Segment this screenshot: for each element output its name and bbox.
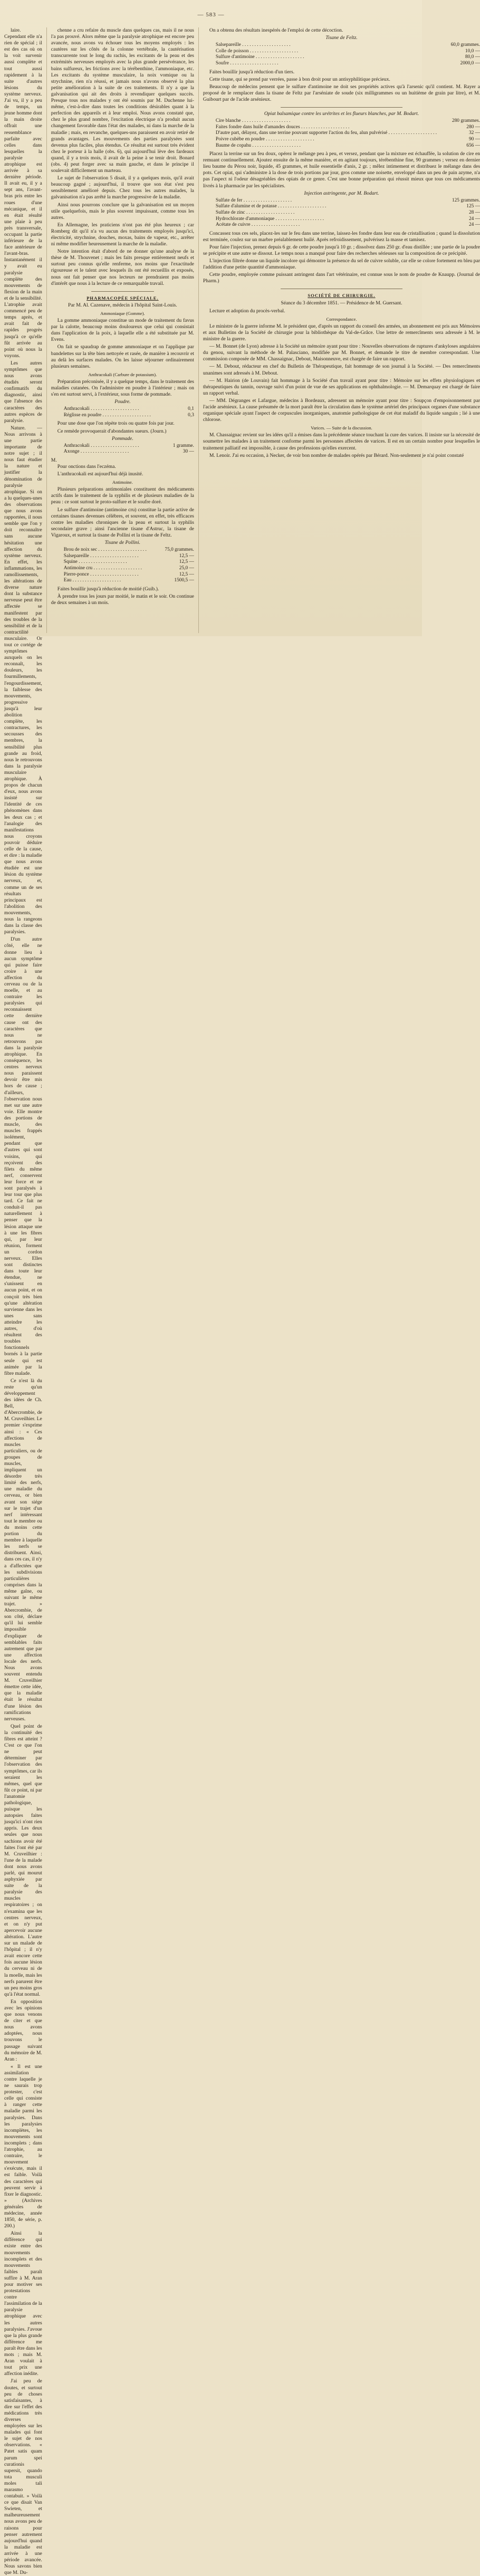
recipe-row [64, 443, 194, 449]
ingredient-name: Pierre-ponce . . . [64, 572, 151, 578]
paragraph: chenne a cru refaire du muscle dans quelques cas, mais il ne nous l'a pas prouvé. Alors même que la paralysie atrophique est encore peu avancée, nous avons vu échouer tous les moyens employés : les cautères sur les côtés de la colonne vertébrale, la cautérisation transcurrente tout le long du rachis, les excitants de la peau et des extrémités nerveuses employés avec la plus grande persévérance, les bains sulfureux, les frictions avec la térébenthine, l'ammoniaque, etc. Les excitants du système musculaire, la noix vomique ou la strychnine, rien n'a réussi, et jamais nous n'avons observé la plus petite amélioration à la suite de ces traitements. Il n'y a que la galvanisation qui ait des droits à revendiquer quelques succès. Presque tous nos malades y ont été soumis par M. Duchenne lui-même, c'est-à-dire dans toutes les conditions désirables quant à la perfection des appareils et à leur emploi. Nous avons constaté que, chez le plus grand nombre, l'excitation électrique n'a produit aucun changement favorable dans l'état des malades, ni dans la marche de la maladie ; mais, en revanche, quelques-uns paraissent en avoir retiré de grands avantages. Les mouvements des parties paralysées sont devenus plus faciles, plus étendus. Ce résultat est surtout très évident chez le porteur à la halle (obs. 6), qui aujourd'hui lève des fardeaux quand, il y a trois mois, il avait de la peine à se tenir droit. Bonard (obs. 4) peut forger avec sa main gauche, et dans le principe il soulevait difficilement un marteau. [51, 27, 194, 174]
recipe-row [216, 137, 480, 143]
ingredient-name: Soufre . . . [216, 61, 437, 67]
ingredient-qty: 0,3 [188, 412, 194, 418]
paragraph: Ainsi nous pourrons conclure que la galvanisation est un moyen utile quelquefois, mais le plus souvent impuissant, comme tous les autres. [51, 202, 194, 221]
ingredient-qty: 2000,0 — [460, 60, 480, 66]
ingredient-name: Sulfate de fer . . . [216, 198, 437, 204]
ingredient-name: Acétate de cuivre . . . [216, 222, 437, 228]
paragraph: J'ai peu de doutes, et surtout peu de choses satisfaisantes, à dire sur l'effet des médications très diverses employées sur les malades qui font le sujet de nos observations. « Patet satis quam parum spei curationis supersit, quando tota musculi moles tali marasmo contabuit. » Voilà ce que disait Van Swieten, et malheureusement nous avons peu de raisons pour penser autrement aujourd'hui quand la maladie est arrivée à une période avancée. Nous savons bien que M. Du- [4, 2378, 42, 2576]
ingredient-qty: 0,1 [188, 406, 194, 412]
ingredient-qty: 280 grammes. [452, 118, 480, 124]
paragraph: La gomme ammoniaque constitue un mode de traitement du favus par la calotte, beaucoup moins douloureux que celui qui consistait dans l'application de la poix, à laquelle elle a été substituée par M. Evens. [51, 318, 194, 343]
ingredient-name: Sulfate d'alumine et de potasse . . . [216, 204, 437, 210]
paragraph: Cette poudre, employée comme puissant astringent dans l'art vétérinaire, est connue sous le nom de poudre de Knaupp. (Journal de Pharm.) [203, 272, 480, 284]
paragraph: Nature. — Nous arrivons à une partie importante de notre sujet ; il nous faut étudier la nature et justifier la dénomination de paralysie atrophique. Si on a lu quelques-unes des observations que nous avons rapportées, il nous semble que l'on y doit reconnaître sans aucune hésitation une affection du système nerveux. En effet, les inflammations, les ramollissements, les altérations de diverse nature dont la substance nerveuse peut être affectée se manifestent par des troubles de la sensibilité et de la contractilité musculaire. Or tout ce cortége de symptômes auxquels on les reconnaît, les douleurs, les fourmillements, l'engourdissement, la faiblesse des mouvements, progressive jusqu'à leur abolition complète, les contractures, les secousses des membres, la sensibilité plus grande au froid, nous le retrouvons dans la paralysie musculaire atrophique. À propos de chacun d'eux, nous avons insisté sur l'identité de ces phénomènes dans les deux cas ; et l'analogie des manifestations nous croyons pouvoir déduire celle de la cause, et dire : la maladie que nous avons étudiée est une lésion du système nerveux, et, comme un de ses résultats principaux est l'abolition des mouvements, nous la rangeons dans la classe des paralysies. [4, 425, 42, 935]
ingredient-qty: 656 — [466, 142, 480, 148]
ingredient-qty: 24 — [468, 222, 480, 228]
subheading-antimoine: Antimoine. [112, 480, 133, 485]
paragraph: — M. Hairion (de Louvain) fait hommage à la Société d'un travail ayant pour titre : Mémoire sur les effets physiologiques et thérapeutiques du tannin, ouvrage suivi d'un point de vue de ses applications en ophthalmologie. — M. Demarquay est chargé de faire un rapport verbal. [203, 377, 480, 396]
ingredient-qty: 10,0 — [465, 48, 480, 54]
columns [4, 27, 480, 2576]
recipe-row [216, 198, 480, 204]
ingredient-name: Sulfate de zinc . . . [216, 210, 437, 216]
recipe-row [216, 42, 480, 49]
paragraph: — M. Debout, rédacteur en chef du Bulletin de Thérapeutique, fait hommage de son journal à la Société. — Des remercîments unanimes sont adressés à M. Debout. [203, 363, 480, 376]
right-column [198, 27, 480, 633]
paragraph: Notre intention était d'abord de ne donner qu'une analyse de la thèse de M. Thouvenet ; mais les faits presque entièrement neufs et surtout peu connus qu'elle renferme, nos moins que l'exactitude rigoureuse et le talent avec lesquels ils ont été recueillis et exposés, nous ont fait penser que nos lecteurs ne prendraient pas moins d'intérêt que nous à la lecture de ce remarquable travail. [51, 248, 194, 286]
recipe-row [216, 204, 480, 210]
paragraph: Pour onctions dans l'eczéma. [57, 464, 116, 470]
paragraph: Pour faire l'injection, prenez depuis 6 gr. de cette poudre jusqu'à 10 gr. ; dissolvez dans 250 gr. d'eau distillée ; une partie de la poudre se précipite et une autre se dissout. Le temps nous a manqué pour faire des recherches sérieuses sur la composition de ce précipité. [203, 244, 480, 256]
ingredient-name: Hydrochlorate d'ammoniaque . . . [216, 216, 437, 223]
paragraph: Cette tisane, qui se prend par verrées, passe à bon droit pour un antisyphilitique précieux. [209, 76, 390, 82]
paragraph: Ce n'est là du reste qu'un développement des idées de Ch. Bell, d'Abercrombie, de M. Cruveilhier. Le premier s'exprime ainsi : « Ces affections de muscles particuliers, ou de groupes de muscles, impliquent un désordre très limité des nerfs, une maladie du cerveau, or bien avant son siége sur le trajet d'un nerf intéressant tout le membre ou du moins cette portion du membre à laquelle les nerfs se distribuent. Ainsi, dans ces cas, il n'y a d'affectées que les subdivisions particulières comprises dans la même gaîne, ou suivant le même trajet. » Abercrombie, de son côté, déclare qu'il lui semble impossible d'expliquer de semblables faits autrement que par une affection locale des nerfs. Nous avons souvent entendu M. Cruveilhier émettre cette idée, que la maladie était le résultat d'une lésion des ramifications nerveuses. [4, 1377, 42, 1722]
ingredient-name: Réglisse en poudre . . . [64, 413, 151, 419]
recipe-row [64, 547, 194, 553]
paragraph: Le sujet de l'observation 5 disait, il y a quelques mois, qu'il avait beaucoup gagné ; aujourd'hui, il trouve que son état s'est peu sensiblement amélioré depuis. Chez tous les autres malades, la galvanisation n'a pas arrêté la marche progressive de la maladie. [51, 175, 194, 200]
paragraph: L'injection filtrée donne un liquide incolore qui démontre la présence du sel de cuivre soluble, car elle se colore fortement en bleu par l'addition d'une petite quantité d'ammoniaque. [203, 258, 480, 271]
recipe-opiat [216, 118, 480, 149]
byline: Par M. Al. Cazenave, médecin à l'hôpital Saint-Louis. [68, 302, 177, 308]
recipe-pollini [64, 547, 194, 584]
paragraph: Faites bouillir jusqu'à réduction d'un tiers. [209, 69, 295, 75]
section-heading-pharmacopee: PHARMACOPÉE SPÉCIALE. [87, 295, 159, 301]
paragraph: Le ministre de la guerre informe M. le président que, d'après un rapport du conseil des armées, un abonnement est pris aux Mémoires et aux Bulletins de la Société de chirurgie pour la bibliothèque du Val-de-Grâce. Une lettre de remercîments sera adressée à M. le ministre de la guerre. [203, 323, 480, 342]
ingredient-name: Anthracokali . . . [64, 443, 151, 449]
ingredient-qty: 28 — [468, 209, 480, 215]
recipe-injection [216, 198, 480, 228]
recipe-title-pommade: Pommade. [111, 435, 133, 442]
ingredient-name: Axonge . . . [64, 449, 151, 455]
paragraph: Quel point de la continuité des fibres est atteint ? C'est ce que l'on ne peut déterminer par l'observation des symptômes, car ils seraient les mêmes, quel que fût ce point, ni par l'anatomie pathologique, puisque les autopsies faites jusqu'ici n'ont rien appris. Les deux seules que nous sachions avoir été faites l'ont été par M. Cruveilhier : l'une de la malade dont nous avons parlé, qui mourut asphyxiée par suite de la paralysie des muscles respiratoires ; on n'examina que les centres nerveux, et on n'y put apercevoir aucune altération. L'autre sur un malade de l'hôpital ; il n'y avait encore cette fois aucune lésion du cerveau ni de la moelle, mais les nerfs parurent être un peu moins gros qu'à l'état normal. [4, 1723, 42, 1997]
ingredient-qty: 32 — [468, 130, 480, 136]
ingredient-name: Brou de noix sec . . . [64, 547, 151, 553]
recipe-row [64, 559, 194, 566]
ingredient-qty: 12,5 — [179, 571, 194, 577]
paragraph: — M. Bonnet (de Lyon) adresse à la Société un mémoire ayant pour titre : Nouvelles observations de ruptures d'ankyloses angulaires du genou, suivant la méthode de M. Palasciano, modifiée par M. Bonnet, et demande le titre de membre correspondant. Une commission composée de MM. Chassaignac, Debout, Maisonneuve, est chargée de faire un rapport. [203, 343, 480, 362]
paragraph: Faites bouillir jusqu'à réduction de moitié (Guib.). [57, 586, 159, 592]
recipe-row [64, 406, 194, 413]
recipe-title-feltz: Tisane de Feltz. [325, 35, 358, 41]
paragraph: Pour une dose que l'on répète trois ou quatre fois par jour. [57, 420, 175, 427]
recipe-row [216, 210, 480, 216]
paragraph: L'anthracokali est aujourd'hui déjà inusité. [57, 471, 143, 477]
paragraph: En Allemagne, les praticiens n'ont pas été plus heureux ; car Romberg dit qu'il n'a vu aucun des traitements employés jusqu'ici, électricité, strychnine, douches, moxas, bains de vapeur, etc., arrêter ni même modifier heureusement la marche de la maladie. [51, 222, 194, 247]
ingredient-name: Baume de copahu . . . [216, 143, 437, 149]
ingredient-qty: 125 — [466, 204, 480, 209]
recipe-poudre [64, 406, 194, 418]
recipe-row [216, 49, 480, 55]
paragraph: — MM. Dégranges et Lafargue, médecins à Bordeaux, adressent un mémoire ayant pour titre : Soupçon d'empoisonnement par l'acide arsénieux. La cause présumée de la mort paraît être la circulation dans le système artériel des principaux organes d'une substance organique spéciale ayant l'aspect de corpuscules inorganiques, anatomie pathologique de cet état maladif du liquide sanguin ; lié à une chlorose. [203, 397, 480, 423]
paragraph: Ce remède provoquerait d'abondantes sueurs. (Journ.) [57, 428, 167, 434]
recipe-row [64, 553, 194, 560]
paragraph: « Il est une assimilation contre laquelle je ne saurais trop protester, c'est celle qui consiste à ranger cette maladie parmi les paralysies. Dans les paralysies incomplètes, les mouvements sont incomplets ; dans l'atrophie, au contraire, le mouvement s'exécute, mais il est faible. Voilà des caractères qui peuvent servir à fixer le diagnostic. » (Archives générales de médecine, année 1850, 4e série, p. 200.) [4, 2063, 42, 2229]
ingredient-qty: 280 — [466, 124, 480, 130]
ingredient-name: Faites fondre dans huile d'amandes douces . . . [216, 125, 437, 131]
recipe-row [64, 572, 194, 578]
recipe-row [216, 216, 480, 223]
ingredient-qty: 30 — [183, 449, 194, 455]
paragraph: M. Lenoir. J'ai eu occasion, à Necker, de voir bon nombre de malades opérés par Bérard. Non-seulement je n'ai point constaté [209, 452, 464, 458]
subheading-correspondance: Correspondance. [326, 316, 357, 322]
recipe-feltz [216, 42, 480, 66]
recipe-title-opiat: Opiat balsamique contre les urétrites et les flueurs blanches, par M. Bodart. [264, 111, 419, 117]
recipe-row [216, 61, 480, 67]
divider [91, 291, 154, 292]
paragraph: Préparation préconisée, il y a quelque temps, dans le traitement des maladies cutanées. On l'administre en poudre à l'intérieur ; mais on s'en est surtout servi, à l'extérieur, sous forme de pommade. [51, 378, 194, 398]
paragraph: Ainsi la différence qui existe entre des mouvements incomplets et des mouvements faibles paraît suffire à M. Aran pour motiver ses protestations contre l'assimilation de la paralysie atrophique avec les autres paralysies. J'avoue que la plus grande différence me paraît être dans les mots ; mais M. Aran voulait à tout prix une affection inédite. [4, 2230, 42, 2377]
recipe-row [216, 118, 480, 125]
ingredient-name: Antimoine cru . . . [64, 566, 151, 572]
recipe-row [216, 54, 480, 61]
ingredient-qty: 80,0 — [465, 54, 480, 60]
ingredient-qty: 90 — [468, 136, 480, 142]
ingredient-name: Cire blanche . . . [216, 118, 437, 125]
ingredient-name: Poivre cubèbe en poudre . . . [216, 137, 437, 143]
subheading-varices: Varices. — Suite de la discussion. [311, 425, 372, 431]
ingredient-name: D'autre part, délayez, dans une terrine pouvant supporter l'action du feu, alun pulvérisé . . . [216, 130, 437, 137]
recipe-pommade [64, 443, 194, 455]
recipe-row [216, 130, 480, 137]
paragraph: À prendre tous les jours par moitié, le matin et le soir. On continue de deux semaines à un mois. [51, 593, 194, 606]
subheading-ammoniaque: Ammoniaque (Gomme). [100, 310, 145, 316]
ingredient-qty: 125 grammes. [452, 197, 480, 203]
paragraph: Le sulfure d'antimoine (antimoine cru) constitue la partie active de certaines tisanes devenues célèbres, et souvent, en effet, très efficaces contre les maladies chroniques de la peau et surtout la syphilis secondaire grave ; ainsi l'ancienne tisane d'Astruc, la tisane de Vigaroux, et surtout la tisane de Pollini et la tisane de Feltz. [51, 506, 194, 538]
recipe-title-injection: Injection astringente, par M. Bodart. [304, 190, 379, 196]
paragraph: Les autres symptômes que nous avons étudiés seront confirmatifs du diagnostic, ainsi que l'absence des caractères des autres espèces de paralysie. [4, 360, 42, 424]
recipe-title-poudre: Poudre. [114, 399, 131, 405]
paragraph: On fait se spaudrap de gomme ammoniaque et on l'applique par bandelettes sur la tête bien nettoyée et rasée, de manière à recouvrir et au delà les surfaces malades. On les laisse séjourner ordinairement plusieurs semaines. [51, 344, 194, 369]
page-number: — 583 — [197, 12, 225, 18]
paragraph: En opposition avec les opinions que nous venons de citer et que nous avons adoptées, nous trouvons le passage suivant du mémoire de M. Aran : [4, 1998, 42, 2062]
ingredient-name: Colle de poisson . . . [216, 49, 437, 55]
ingredient-qty: 12,5 — [179, 553, 194, 559]
recipe-row [64, 413, 194, 419]
recipe-mix-mark: M. [51, 457, 57, 463]
recipe-row [216, 143, 480, 149]
paragraph: D'un autre côté, elle ne donne lieu à aucun symptôme qui puisse faire croire à une affection du cerveau ou de la moelle, et au contraire les paralysies qui reconnaissent cette dernière cause ont des caractères que nous ne retrouvons pas dans la paralysie atrophique. En conséquence, les centres nerveux nous paraissent devoir être mis hors de cause ; d'ailleurs, l'observation nous met sur une autre voie. Elle montre des portions de muscle, des muscles frappés isolément, pendant que d'autres qui sont voisins, qui reçoivent des filets du même nerf, conservent leur force et ne sont paralysés à leur tour que plus tard. Ce fait ne conduit-il pas naturellement à penser que la lésion attaque une à une les fibres qui, par leur réunion, forment un cordon nerveux. Elles sont distinctes dans toute leur étendue, ne s'unissent en aucun point, et on conçoit très bien qu'une altération survienne dans les unes sans atteindre les autres, d'où résultent des troubles fonctionnels bornés à la partie seule qui est animée par la fibre malade. [4, 936, 42, 1376]
ingredient-qty: 25,0 — [179, 565, 194, 571]
subheading-anthracokali: Anthracokali (Carbure de potassium). [88, 371, 157, 377]
paragraph: On a obtenu des résultats inespérés de l'emploi de cette décoction. [209, 27, 343, 33]
ingredient-name: Salsepareille . . . [216, 42, 437, 49]
ingredient-qty: 1500,5 — [174, 578, 194, 583]
ingredient-name: Anthracokali . . . [64, 406, 151, 413]
paragraph: Placez la terrine sur un feu doux, opérez le mélange peu à peu, et versez, pendant que la mixture est échauffée, la solution de cire en remuant continuellement. Ajoutez ensuite de la même manière, et en agitant toujours, térébenthine fine, 90 grammes ; versez en dernier lieu baume du Pérou noir, liquide, 45 grammes, et huile essentielle d'anis, 2 gr. ; mêlez intimement et distribuez le mélange dans des pots. Cet opiat, qui s'administre à la dose de trois portions par jour, gros comme une noisette, enveloppé dans un peu de pain azyme, n'a pas l'aspect ni l'odeur désagréables des opiats de ce genre. C'est une bonne préparation qui réussit mieux que tous ces médicaments livrés à la pharmacie par les spécialistes. [203, 151, 480, 189]
ingredient-name: Sulfure d'antimoine . . . [216, 54, 437, 61]
ingredient-qty: 12,5 — [179, 559, 194, 565]
paragraph: M. Chassaignac revient sur les idées qu'il a émises dans la précédente séance touchant la cure des varices. Il insiste sur la nécessité de soumettre les malades à un traitement conforme parmi les personnes affectées de varices. Il est en un certain nombre pour lesquelles le traitement palliatif est impossible, à cause des professions qu'elles exercent. [203, 432, 480, 451]
ingredient-qty: 24 — [468, 216, 480, 222]
seance-line: Séance du 3 décembre 1851. — Présidence de M. Guersant. [281, 300, 402, 306]
ingredient-name: Salsepareille . . . [64, 553, 151, 560]
paragraph: Plusieurs préparations antimoniales constituent des médicaments actifs dans le traitement de la syphilis et de plusieurs maladies de la peau : ce sont surtout le proto-sulfure et le soufre doré. [51, 486, 194, 505]
ingredient-name: Squine . . . [64, 559, 151, 566]
paragraph: Beaucoup de médecins pensent que le sulfure d'antimoine ne doit ses propriétés actives qu'à l'arsenic qu'il contient. M. Rayer a proposé de le remplacer dans la tisane de Feltz par l'arséniate de soude (six milligrammes ou un huitième de grain par litre), et M. Guibourt par de l'acide arsénieux. [203, 83, 480, 102]
recipe-row [64, 566, 194, 572]
ingredient-qty: 1 gramme. [172, 443, 194, 448]
paragraph: Concassez tous ces sels, placez-les sur le feu dans une terrine, laissez-les fondre dans leur eau de cristallisation ; quand la dissolution est terminée, coulez sur un marbre préalablement huilé. Après refroidissement, pulvérisez la masse et tamisez. [203, 230, 480, 243]
ingredient-name: Eau . . . [64, 578, 151, 584]
section-heading-societe: SOCIÉTÉ DE CHIRURGIE. [308, 293, 376, 299]
recipe-row [64, 449, 194, 455]
divider [281, 107, 402, 108]
recipe-row [216, 222, 480, 228]
middle-column [46, 27, 194, 633]
ingredient-qty: 75,0 grammes. [165, 547, 194, 553]
left-column [4, 27, 42, 2576]
recipe-row [64, 578, 194, 584]
paragraph: laire. Cependant elle n'a rien de spécial ; il est des cas où on la voit survenir aussi complète et tout aussi rapidement à la suite d'autres lésions du système nerveux. J'ai vu, il y a peu de temps, un jeune homme dont la main droite offrait une ressemblance parfaite avec celles dans lesquelles la paralysie atrophique est arrivée à sa dernière période. Il avait eu, il y a sept ans, l'avant-bras pris entre les roues d'une mécanique, et il en était résulté une plaie à peu près transversale, occupant la partie inférieure de la face antérieure de l'avant-bras. Instantanément il y avait eu paralysie complète des mouvements de flexion de la main et de la sensibilité. L'atrophie avait commencé peu de temps après, et avait fait de rapides progrès jusqu'à ce qu'elle fût arrivée au point où nous la voyons. [4, 27, 42, 359]
paragraph: Lecture et adoption du procès-verbal. [209, 308, 285, 314]
ingredient-qty: 60,0 grammes. [450, 42, 480, 48]
recipe-title-pollini: Tisane de Pollini. [104, 540, 141, 546]
recipe-row [216, 125, 480, 131]
